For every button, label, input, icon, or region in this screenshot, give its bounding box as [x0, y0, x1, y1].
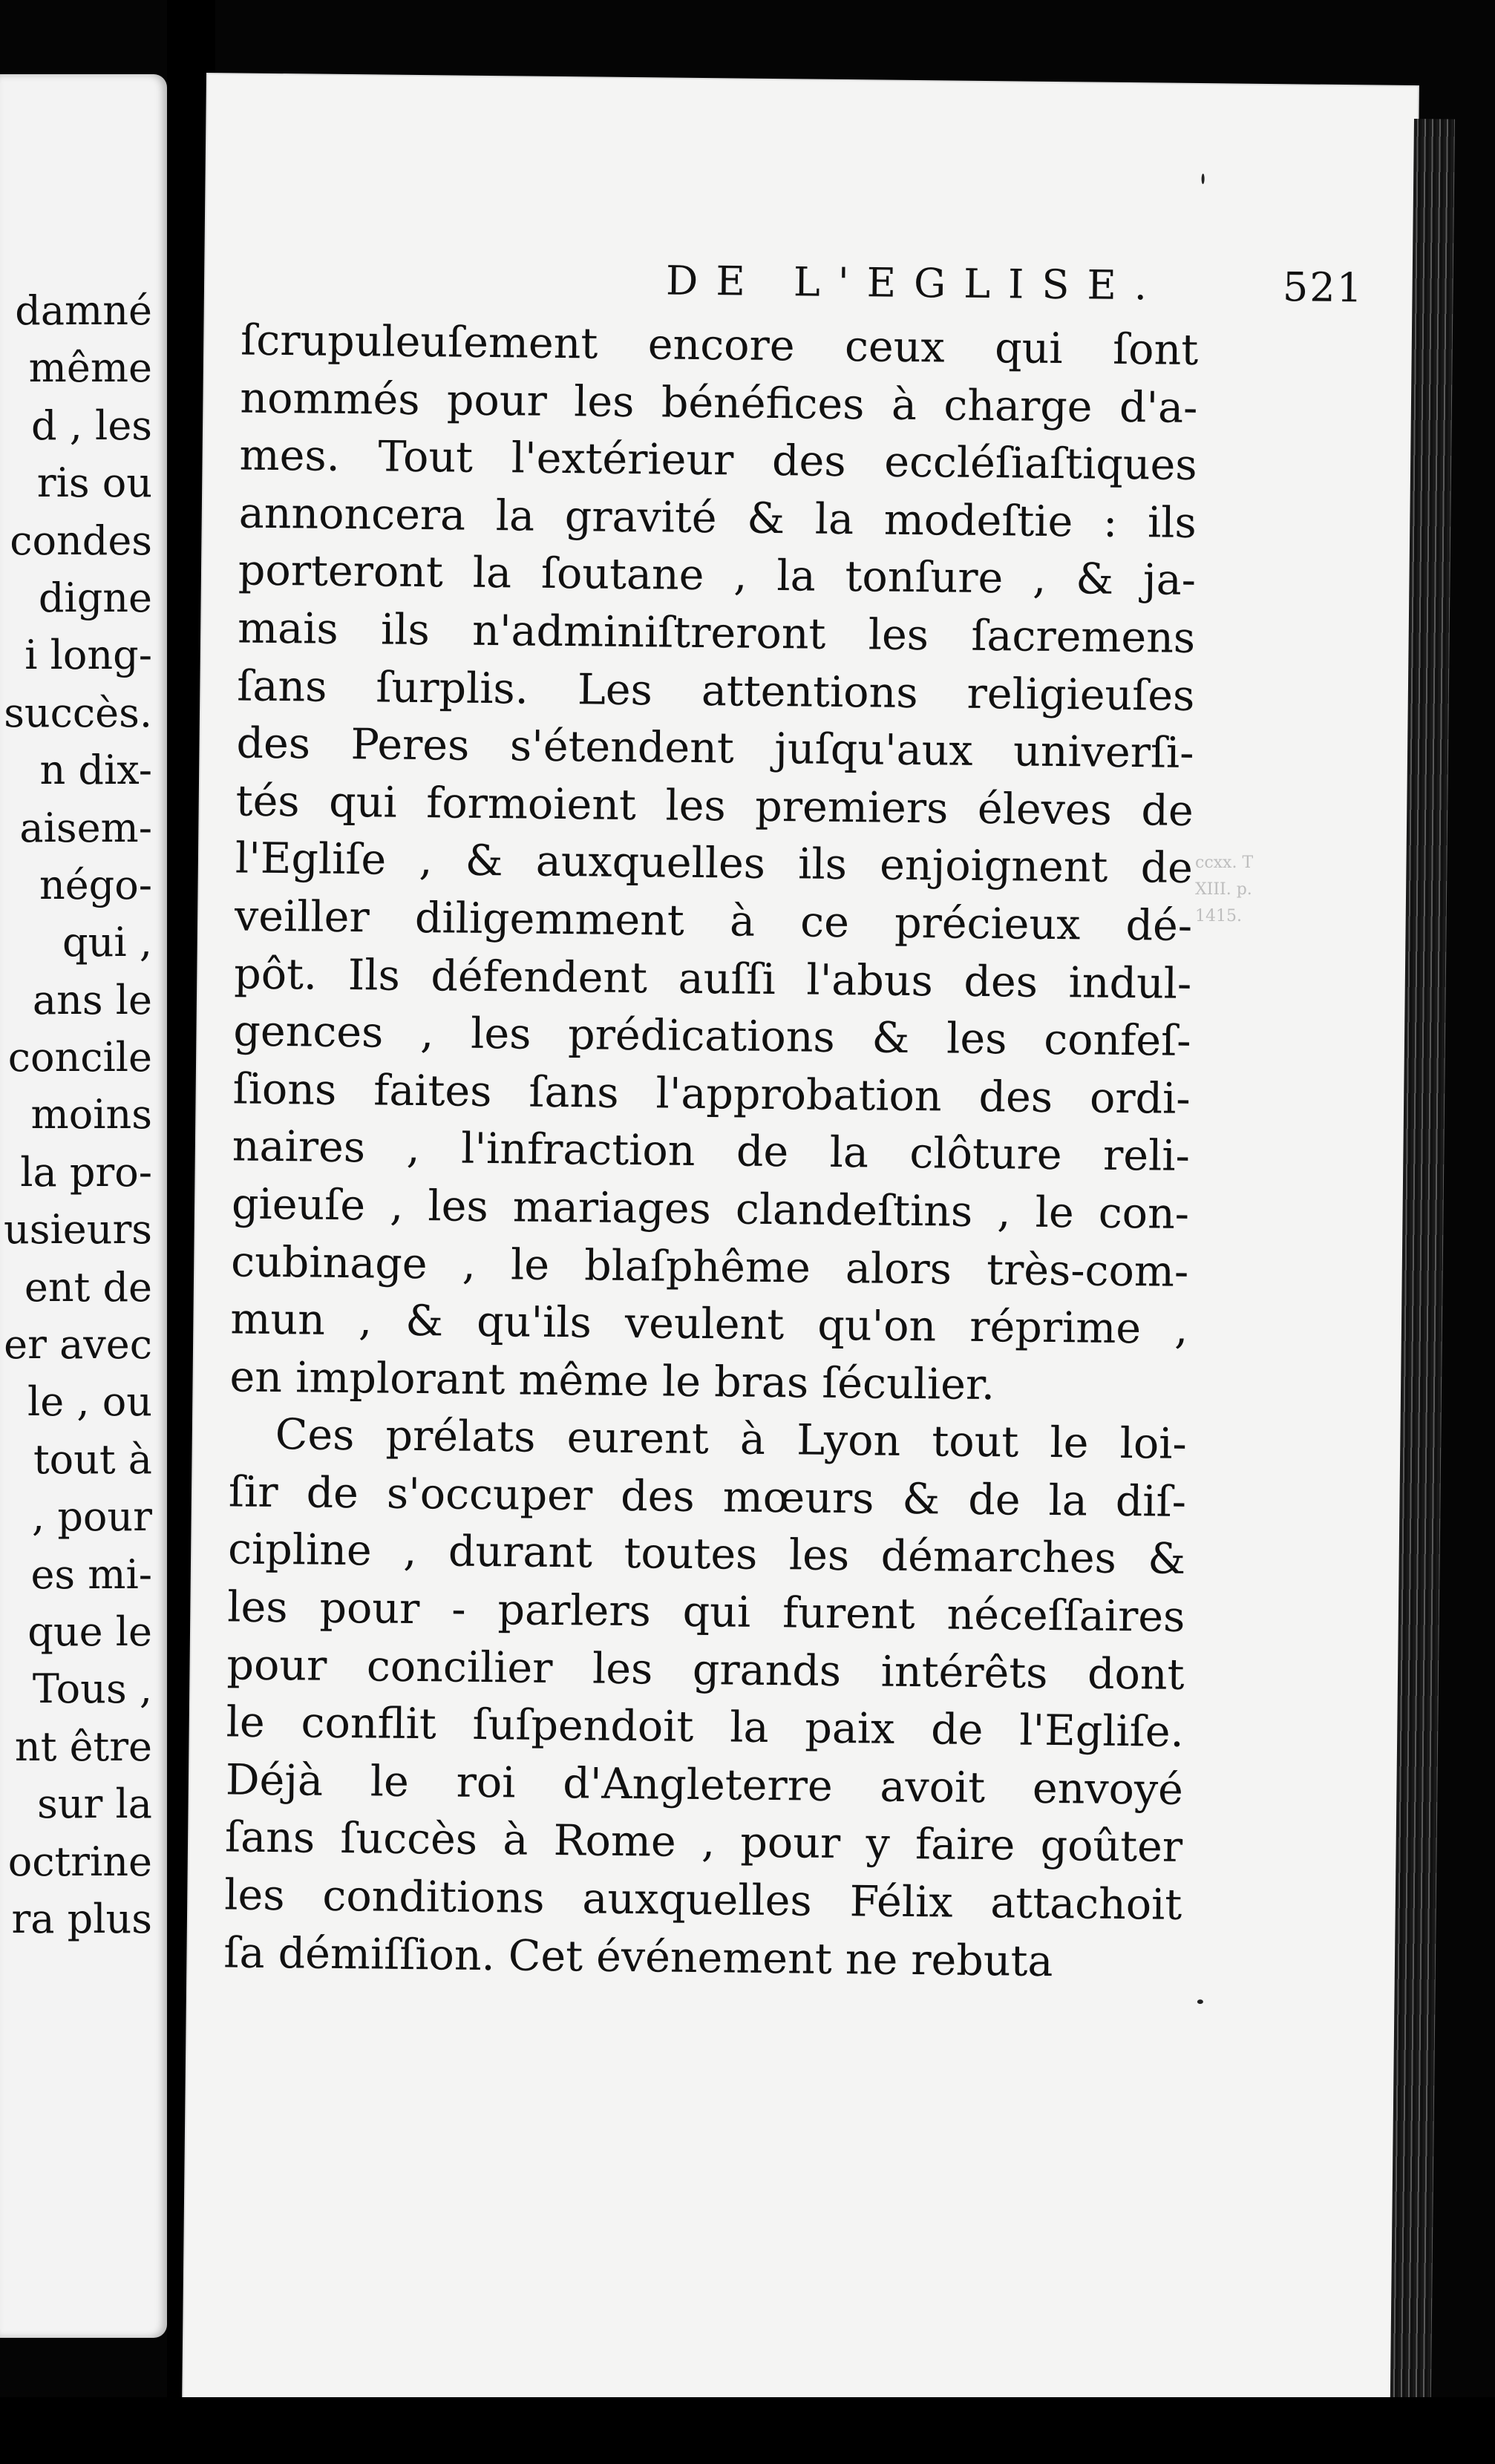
text-line: Ces prélats eurent à Lyon tout le loi-: [275, 1410, 1188, 1469]
text-line: tés qui formoient les premiers éleves de: [235, 776, 1194, 836]
text-line: pour concilier les grands intérêts dont: [226, 1640, 1185, 1700]
text-line: les pour - parlers qui furent néceſſaires: [227, 1582, 1185, 1642]
previous-page-line: er avec: [4, 1321, 152, 1369]
text-line: ſans ſuccès à Rome , pour y faire goûter: [224, 1812, 1183, 1872]
previous-page-line: qui ,: [62, 919, 152, 966]
previous-page-line: moins: [30, 1091, 152, 1138]
previous-page-line: ans le: [32, 976, 152, 1023]
previous-page-line: i long-: [24, 632, 152, 679]
previous-page-line: digne: [38, 574, 152, 621]
scan-bottom-border: [0, 2397, 1495, 2464]
text-line: gences , les prédications & les confeſ-: [233, 1006, 1191, 1066]
text-line: annoncera la gravité & la modeſtie : ils: [238, 488, 1197, 548]
text-line: le conflit ſuſpendoit la paix de l'Egliſe.: [226, 1697, 1185, 1757]
previous-page-line: , pour: [32, 1493, 152, 1541]
bleed-through-margin-note: [1195, 850, 1299, 930]
text-line: cubinage , le blaſphême alors très-com-: [230, 1236, 1189, 1297]
running-title: DE L'EGLISE.: [665, 257, 1165, 309]
previous-page-line: négo-: [39, 861, 152, 908]
text-line: gieuſe , les mariages clandeſtins , le con-: [231, 1179, 1190, 1239]
text-line: Déjà le roi d'Angleterre avoit envoyé: [225, 1755, 1184, 1815]
previous-page-line: condes: [10, 517, 152, 564]
text-line: en implorant même le bras ſéculier.: [229, 1352, 995, 1409]
previous-page-fragment: [0, 74, 167, 2338]
text-line: ſions faites ſans l'approbation des ordi-: [232, 1064, 1191, 1124]
running-head: [451, 255, 1364, 312]
text-line: nommés pour les bénéfices à charge d'a-: [240, 373, 1198, 433]
previous-page-line: tout à: [33, 1435, 152, 1483]
previous-page-line: même: [28, 344, 152, 392]
previous-page-line: concile: [7, 1034, 152, 1081]
margin-mark: XIII. p.: [1195, 880, 1252, 899]
text-line: ſa démiſſion. Cet événement ne rebuta: [223, 1927, 1053, 1986]
previous-page-line: que le: [27, 1608, 152, 1655]
text-line: les conditions auxquelles Félix attachoit: [223, 1870, 1182, 1930]
ink-speck: [1202, 174, 1205, 184]
ink-speck: [1197, 1999, 1203, 2004]
previous-page-line: usieurs: [3, 1206, 152, 1254]
text-line: ſcrupuleuſement encore ceux qui ſont: [240, 315, 1199, 375]
text-line: ſir de s'occuper des mœurs & de la diſ-: [228, 1467, 1187, 1527]
text-line: des Peres s'étendent juſqu'aux univerſi-: [236, 718, 1194, 779]
text-line: naires , l'infraction de la clôture reli-: [232, 1121, 1191, 1182]
text-line: ſans ſurplis. Les attentions religieuſes: [237, 661, 1195, 721]
previous-page-line: la pro-: [20, 1148, 152, 1196]
page-number: 521: [1282, 263, 1364, 312]
current-page: [183, 74, 1418, 2410]
previous-page-line: sur la: [37, 1780, 152, 1828]
previous-page-line: d , les: [30, 402, 152, 449]
margin-mark: ccxx. T: [1195, 853, 1254, 872]
text-line: veiller diligemment à ce précieux dé-: [234, 891, 1193, 951]
text-line: mes. Tout l'extérieur des eccléſiaſtiques: [239, 430, 1197, 491]
text-line: pôt. Ils défendent auſſi l'abus des indul-: [233, 948, 1192, 1009]
previous-page-line: ra plus: [11, 1895, 152, 1942]
previous-page-line: aisem-: [19, 804, 152, 851]
previous-page-line: ris ou: [36, 459, 152, 507]
previous-page-line: es mi-: [30, 1550, 152, 1598]
previous-page-line: succès.: [4, 689, 152, 736]
text-line: mun , & qu'ils veulent qu'on réprime ,: [230, 1294, 1188, 1354]
text-line: l'Egliſe , & auxquelles ils enjoignent de: [235, 833, 1194, 894]
text-line: porteront la ſoutane , la tonſure , & ja-: [238, 545, 1197, 606]
previous-page-line: le , ou: [27, 1378, 152, 1426]
text-line: cipline , durant toutes les démarches &: [227, 1524, 1186, 1585]
previous-page-text: [4, 282, 152, 1947]
previous-page-line: nt être: [14, 1723, 152, 1770]
previous-page-line: octrine: [7, 1838, 152, 1885]
previous-page-line: Tous ,: [32, 1665, 152, 1713]
previous-page-line: ent de: [24, 1263, 152, 1311]
previous-page-line: n dix-: [39, 747, 152, 794]
margin-mark: 1415.: [1195, 907, 1242, 925]
previous-page-line: damné: [15, 287, 152, 334]
text-line: mais ils n'adminiſtreront les ſacremens: [237, 603, 1196, 663]
body-text: [223, 312, 1198, 1992]
